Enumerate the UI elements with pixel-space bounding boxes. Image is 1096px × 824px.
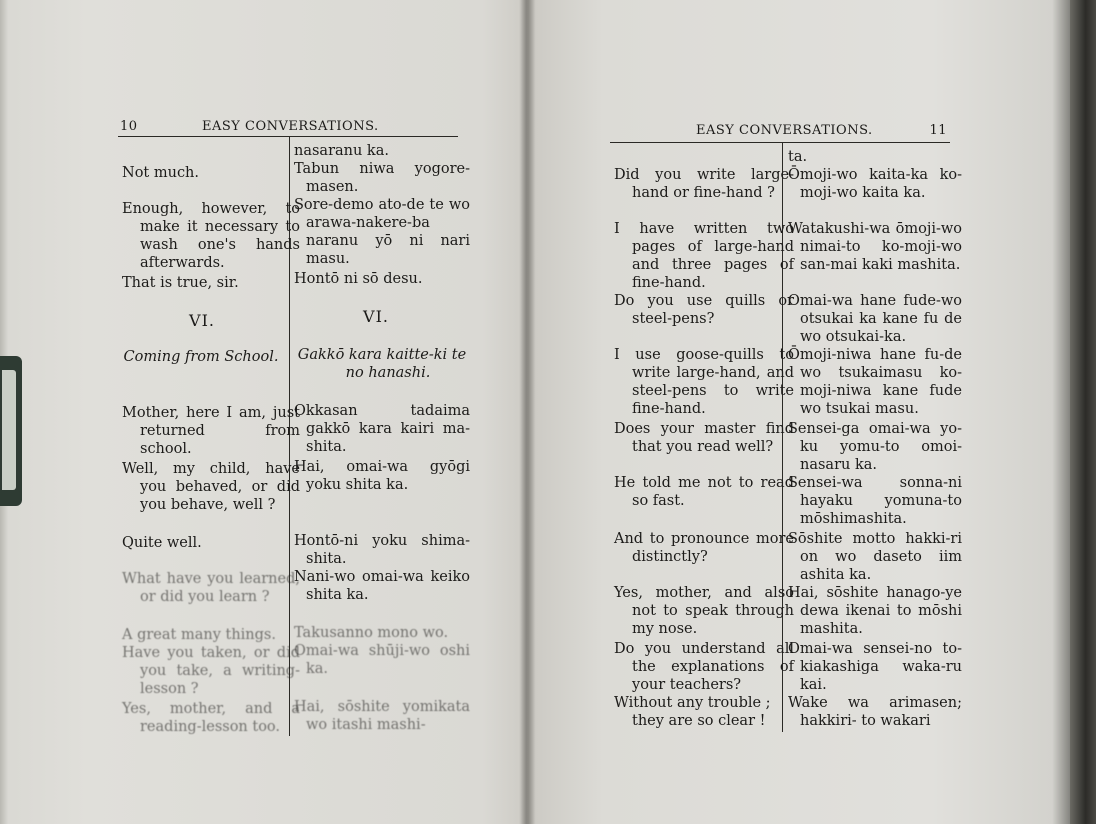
book-cover-edge bbox=[1070, 0, 1096, 824]
japanese-line: Omai-wa hane fude-wo otsukai ka kane fu de wo otsukai-ka. bbox=[788, 293, 962, 345]
english-line: A great many things. bbox=[122, 627, 276, 643]
english-line: He told me not to read so fast. bbox=[614, 475, 794, 509]
english-line: Do you understand all the explanations of your teachers? bbox=[614, 641, 794, 693]
english-line: Well, my child, have you behaved, or did you behave, well ? bbox=[122, 461, 300, 513]
english-line: Have you taken, or did you take, a writing-lesson ? bbox=[122, 645, 300, 697]
english-line: Not much. bbox=[122, 165, 200, 181]
japanese-line: Sensei-ga omai-wa yo-ku yomu-to omoi-nasaru ka. bbox=[788, 421, 962, 473]
left-page bbox=[118, 118, 470, 735]
english-line: And to pronounce more distinctly? bbox=[614, 531, 794, 565]
section-number: VI. bbox=[189, 311, 215, 330]
running-title: EASY CONVERSATIONS. bbox=[202, 119, 379, 134]
japanese-line: Hai, omai-wa gyōgi yoku shita ka. bbox=[294, 459, 470, 493]
running-head bbox=[608, 122, 953, 140]
english-line: What have you learned, or did you learn ? bbox=[122, 571, 300, 605]
japanese-line: nasaranu ka. bbox=[294, 143, 389, 159]
english-line: That is true, sir. bbox=[122, 275, 239, 291]
section-number: VI. bbox=[363, 307, 389, 326]
right-page bbox=[608, 122, 962, 729]
japanese-line: Omai-wa shūji-wo oshi ka. bbox=[294, 643, 470, 677]
japanese-line: ta. bbox=[788, 149, 808, 165]
japanese-line: Hai, sōshite yomikata wo itashi mashi- bbox=[294, 699, 470, 733]
japanese-line: Okkasan tadaima gakkō kara kairi ma-shita. bbox=[294, 403, 470, 455]
running-head bbox=[118, 118, 463, 136]
section-title: Gakkō kara kaitte-ki te no hanashi. bbox=[297, 347, 467, 381]
page-number: 10 bbox=[120, 119, 138, 134]
japanese-line: Nani-wo omai-wa keiko shita ka. bbox=[294, 569, 470, 603]
japanese-line: Wake wa arimasen; hakkiri- to wakari bbox=[788, 695, 962, 729]
japanese-line: Hontō-ni yoku shima-shita. bbox=[294, 533, 470, 567]
english-line: I have written two pages of large-hand and three pages of fine-hand. bbox=[614, 221, 794, 291]
japanese-line: Tabun niwa yogore-masen. bbox=[294, 161, 470, 195]
japanese-line: Sensei-wa sonna-ni hayaku yomuna-to mōshimashita. bbox=[788, 475, 962, 527]
english-line: I use goose-quills to write large-hand, and steel-pens to write fine-hand. bbox=[614, 347, 794, 417]
japanese-line: Ōmoji-wo kaita-ka ko-moji-wo kaita ka. bbox=[788, 167, 962, 201]
english-line: Without any trouble ; they are so clear ! bbox=[614, 695, 771, 729]
english-line: Enough, however, to make it necessary to wash one's hands afterwards. bbox=[122, 201, 300, 271]
japanese-line: Hai, sōshite hanago-ye dewa ikenai to mōshi mashita. bbox=[788, 585, 962, 637]
japanese-line: Sore-demo ato-de te wo arawa-nakere-ba naranu yō ni nari masu. bbox=[294, 197, 470, 267]
japanese-line: Omai-wa sensei-no to-kiakashiga waka-ru kai. bbox=[788, 641, 962, 693]
english-line: Do you use quills or steel-pens? bbox=[614, 293, 794, 327]
section-title: Coming from School. bbox=[123, 349, 279, 365]
page-number: 11 bbox=[929, 123, 947, 138]
japanese-line: Takusanno mono wo. bbox=[294, 625, 449, 641]
book-gutter bbox=[519, 0, 535, 824]
english-line: Yes, mother, and a reading-lesson too. bbox=[122, 701, 300, 735]
japanese-line: Watakushi-wa ōmoji-wo nimai-to ko-moji-wo san-mai kaki mashita. bbox=[788, 221, 962, 273]
japanese-line: Ōmoji-niwa hane fu-de wo tsukaimasu ko-moji-niwa kane fude wo tsukai masu. bbox=[788, 347, 962, 417]
english-line: Did you write large-hand or fine-hand ? bbox=[614, 167, 794, 201]
english-line: Does your master find that you read well? bbox=[614, 421, 794, 455]
head-rule bbox=[610, 142, 950, 143]
book-tab-inner bbox=[2, 370, 16, 490]
japanese-line: Sōshite motto hakki-ri on wo daseto iim ashita ka. bbox=[788, 531, 962, 583]
running-title: EASY CONVERSATIONS. bbox=[696, 123, 873, 138]
english-line: Yes, mother, and also not to speak through my nose. bbox=[614, 585, 794, 637]
head-rule bbox=[118, 136, 458, 137]
english-line: Mother, here I am, just returned from school. bbox=[122, 405, 300, 457]
english-line: Quite well. bbox=[122, 535, 202, 551]
japanese-line: Hontō ni sō desu. bbox=[294, 271, 423, 287]
